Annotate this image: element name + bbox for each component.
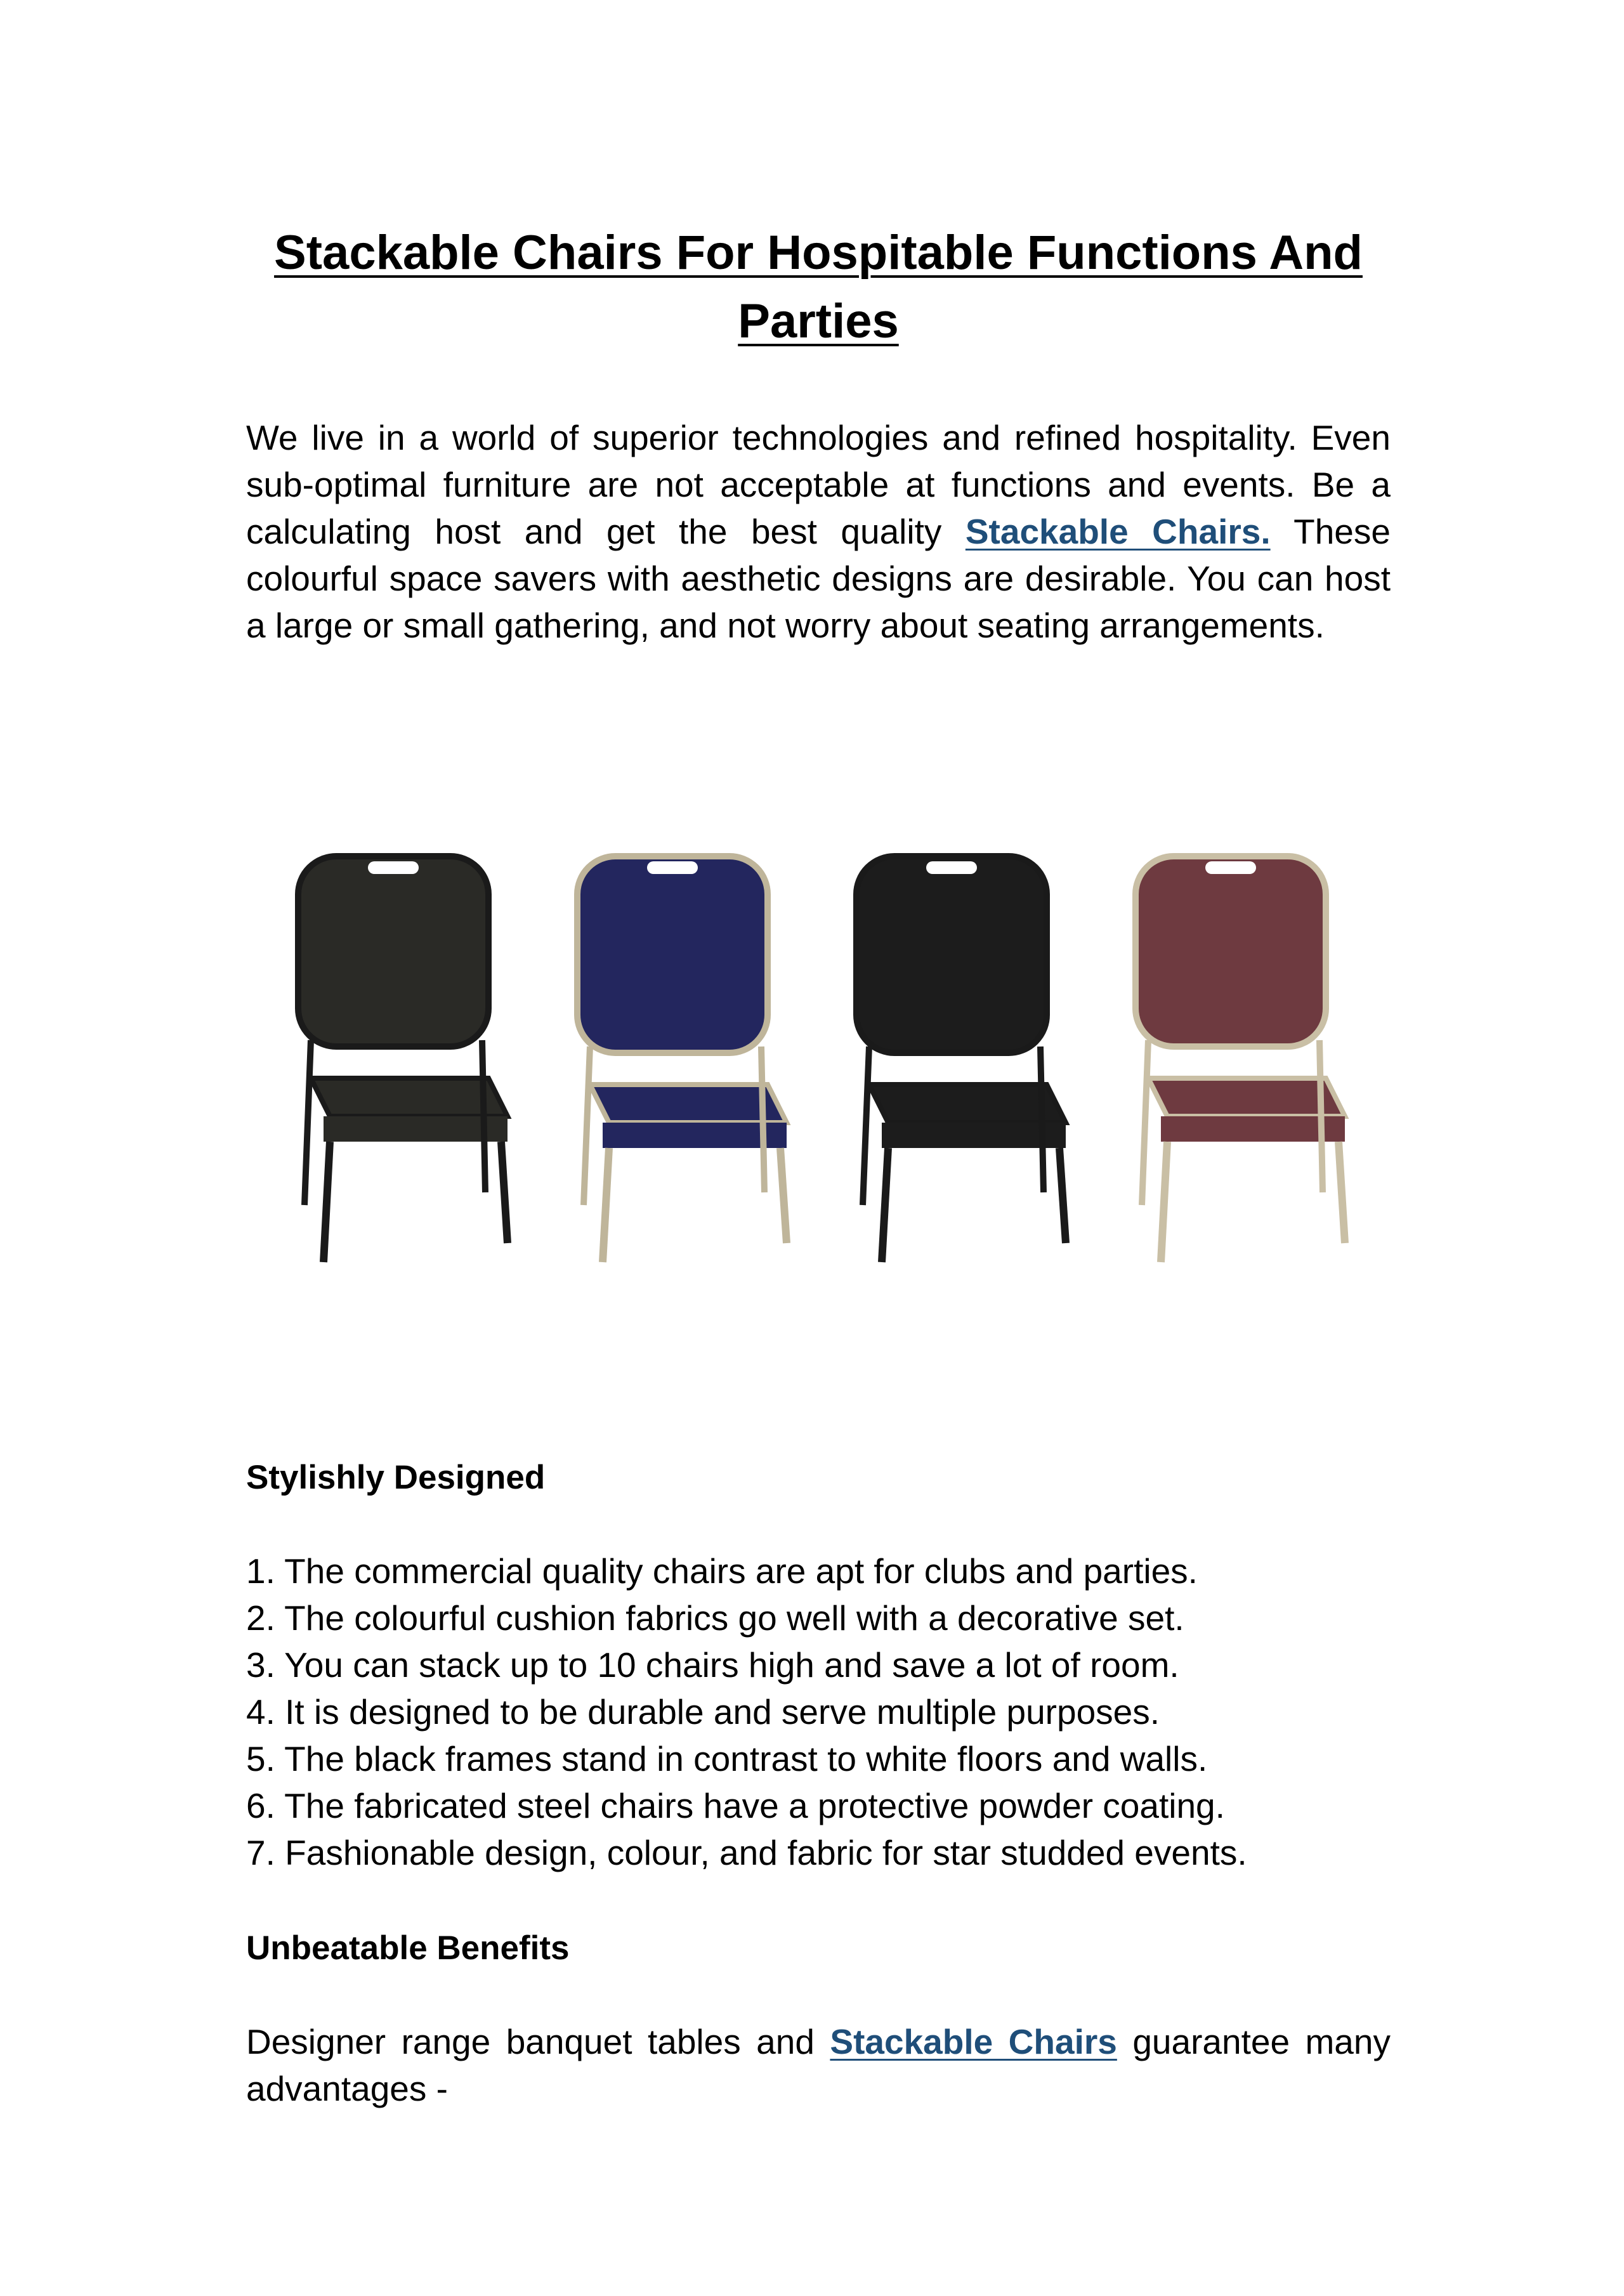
chair-burgundy-vinyl (1136, 856, 1345, 1262)
chair-black-patterned (298, 856, 508, 1262)
stackable-chairs-link[interactable]: Stackable Chairs. (965, 512, 1271, 551)
title-line-2: Parties (738, 294, 899, 348)
benefits-text-start: Designer range banquet tables and (246, 2022, 830, 2061)
chair-blue-patterned (577, 856, 787, 1262)
intro-text-end: These colourful space savers with aesthetic designs are desirable. You can host a large or small gathering, and not worry about seating arrangements. (246, 512, 1391, 645)
features-list (246, 1548, 1391, 1876)
chair-black-vinyl (856, 856, 1066, 1262)
title-line-1: Stackable Chairs For Hospitable Functions And (274, 226, 1363, 280)
list-item: 7. Fashionable design, colour, and fabric for star studded events. (246, 1833, 1247, 1872)
list-item: 5. The black frames stand in contrast to white floors and walls. (246, 1739, 1208, 1778)
list-item: 3. You can stack up to 10 chairs high and save a lot of room. (246, 1645, 1179, 1685)
intro-paragraph (246, 414, 1391, 649)
list-item: 2. The colourful cushion fabrics go well with a decorative set. (246, 1598, 1184, 1638)
intro-text-start: We live in a world of superior technologies and refined hospitality. Even sub-optimal furniture are not acceptable at functions and events. Be a calculating host and get the best quality (246, 418, 1391, 551)
section-heading-unbeatable-benefits: Unbeatable Benefits (246, 1929, 570, 1967)
benefits-text-end: guarantee many advantages - (246, 2022, 1391, 2108)
list-item: 1. The commercial quality chairs are apt for clubs and parties. (246, 1551, 1198, 1591)
list-item: 4. It is designed to be durable and serve multiple purposes. (246, 1692, 1160, 1732)
chairs-product-image (273, 837, 1389, 1269)
benefits-paragraph (246, 2018, 1391, 2112)
page-title (246, 219, 1391, 356)
section-heading-stylishly-designed: Stylishly Designed (246, 1459, 546, 1496)
list-item: 6. The fabricated steel chairs have a protective powder coating. (246, 1786, 1225, 1825)
stackable-chairs-link-2[interactable]: Stackable Chairs (830, 2022, 1117, 2061)
